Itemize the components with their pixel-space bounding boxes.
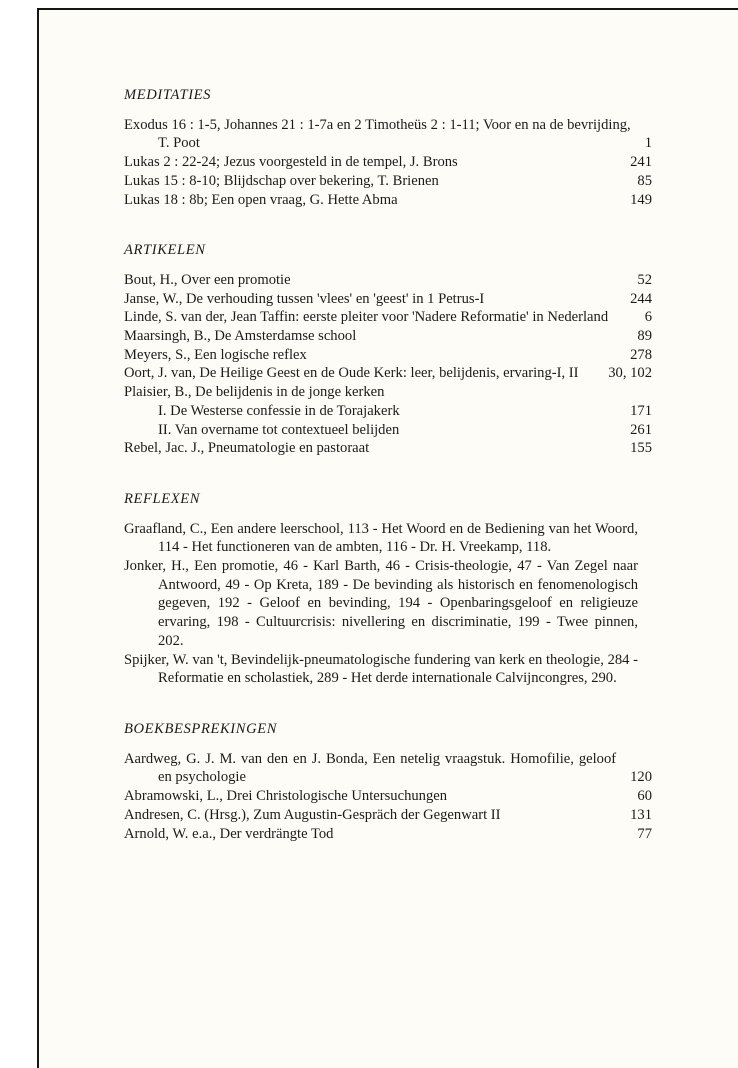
entry-page: 1 (644, 135, 652, 152)
index-entry (124, 346, 652, 365)
entry-page: 244 (630, 290, 652, 307)
index-entry (124, 327, 652, 346)
section-artikelen (124, 241, 652, 458)
section-heading: BOEKBESPREKINGEN (124, 720, 278, 737)
index-entry (124, 153, 652, 172)
entry-page: 131 (630, 806, 652, 823)
entry-page: 241 (630, 154, 652, 171)
entry-page: 30, 102 (608, 365, 652, 382)
entry-text: Oort, J. van, De Heilige Geest en de Oude Kerk: leer, belijdenis, ervaring-I, II (124, 365, 579, 382)
section-meditaties (124, 86, 652, 209)
document-page (37, 8, 738, 1068)
entry-page: 85 (637, 172, 652, 189)
entry-page: 52 (637, 271, 652, 288)
index-entry (124, 520, 652, 557)
index-entry (124, 825, 652, 844)
entry-text: Exodus 16 : 1-5, Johannes 21 : 1-7a en 2 Timotheüs 2 : 1-11; Voor en na de bevrijding, T. Poot (124, 116, 631, 152)
section-reflexen (124, 490, 652, 688)
index-entry (124, 439, 652, 458)
entry-text: Linde, S. van der, Jean Taffin: eerste pleiter voor 'Nadere Reformatie' in Nederland (124, 309, 609, 326)
entry-text: Andresen, C. (Hrsg.), Zum Augustin-Gespräch der Gegenwart II (124, 806, 501, 823)
entry-text: Lukas 18 : 8b; Een open vraag, G. Hette Abma (124, 191, 398, 208)
entry-text: Abramowski, L., Drei Christologische Untersuchungen (124, 788, 448, 805)
entry-text: I. De Westerse confessie in de Torajakerk (158, 402, 400, 419)
index-entry (124, 308, 652, 327)
entry-page: 120 (630, 769, 652, 786)
entry-page: 149 (630, 191, 652, 208)
section-heading: REFLEXEN (124, 490, 201, 507)
entry-text: Rebel, Jac. J., Pneumatologie en pastoraat (124, 440, 370, 457)
index-entry (124, 116, 652, 153)
entry-page: 155 (630, 440, 652, 457)
entry-text: Meyers, S., Een logische reflex (124, 346, 307, 363)
index-entry (124, 172, 652, 191)
entry-page: 278 (630, 346, 652, 363)
section-boekbesprekingen (124, 720, 652, 843)
index-subentry (124, 402, 652, 421)
entry-text: Lukas 15 : 8-10; Blijdschap over bekering, T. Brienen (124, 172, 439, 189)
index-entry (124, 787, 652, 806)
entry-text: Maarsingh, B., De Amsterdamse school (124, 328, 357, 345)
entry-text: Lukas 2 : 22-24; Jezus voorgesteld in de tempel, J. Brons (124, 154, 458, 171)
entry-text: Arnold, W. e.a., Der verdrängte Tod (124, 825, 334, 842)
section-heading: MEDITATIES (124, 87, 212, 103)
entry-text: Bout, H., Over een promotie (124, 271, 291, 288)
index-entry (124, 651, 652, 688)
entry-text: II. Van overname tot contextueel belijden (158, 421, 400, 438)
entry-text: Spijker, W. van 't, Bevindelijk-pneumatologische fundering van kerk en theologie, 284 - Reformatie en scholastiek, 289 - Het derde internationale Calvijncongres, 290. (124, 651, 638, 687)
index-entry (124, 271, 652, 290)
index-content (124, 86, 652, 875)
index-entry (124, 806, 652, 825)
index-entry (124, 290, 652, 309)
entry-text: Graafland, C., Een andere leerschool, 113 - Het Woord en de Bediening van het Woord, 114 - Het functioneren van de ambten, 116 - Dr. H. Vreekamp, 118. (124, 520, 638, 556)
entry-text: Aardweg, G. J. M. van den en J. Bonda, Een netelig vraagstuk. Homofilie, geloof en psychologie (124, 750, 617, 786)
entry-text: Jonker, H., Een promotie, 46 - Karl Barth, 46 - Crisis-theologie, 47 - Van Zegel naar Antwoord, 49 - Op Kreta, 189 - De bevinding als historisch en fenomenologisch gegeven, 192 - Geloof en bevinding, 194 - Openbaringsgeloof en religieuze ervaring, 198 - Cultuurcrisis: nivellering en discriminatie, 199 - Twee pinnen, 202. (124, 558, 638, 649)
entry-page: 77 (637, 825, 652, 842)
entry-page: 171 (630, 402, 652, 419)
index-entry (124, 364, 652, 383)
index-entry (124, 191, 652, 210)
index-entry (124, 557, 652, 651)
section-heading: ARTIKELEN (124, 242, 206, 259)
index-entry (124, 383, 652, 402)
entry-page: 261 (630, 421, 652, 438)
entry-page: 60 (637, 788, 652, 805)
entry-page: 89 (637, 328, 652, 345)
entry-text: Plaisier, B., De belijdenis in de jonge kerken (124, 384, 385, 401)
index-entry (124, 750, 652, 787)
index-subentry (124, 421, 652, 440)
entry-text: Janse, W., De verhouding tussen 'vlees' en 'geest' in 1 Petrus-I (124, 290, 485, 307)
entry-page: 6 (644, 309, 652, 326)
